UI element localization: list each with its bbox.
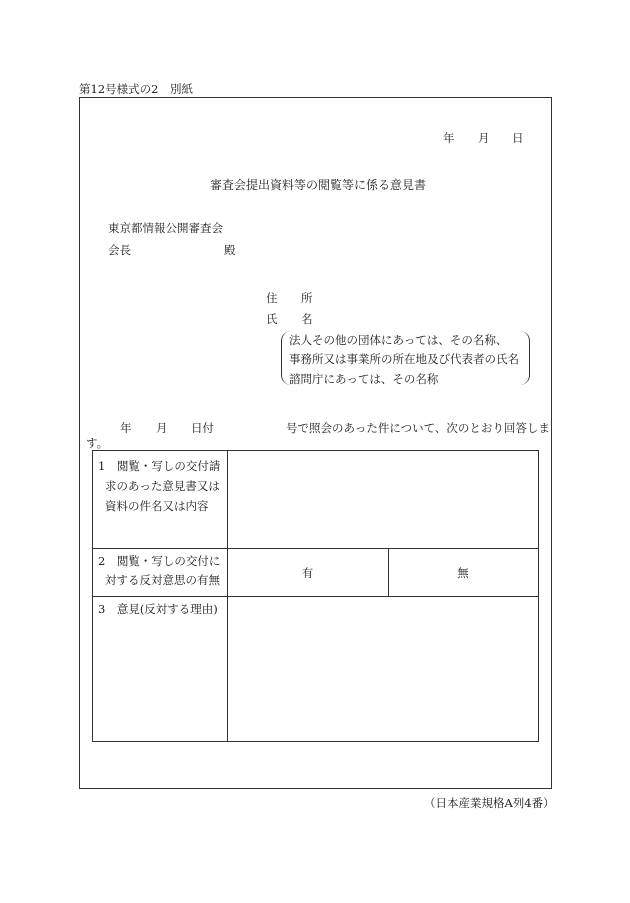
date-month: 月	[478, 131, 490, 145]
name-label-2: 名	[301, 312, 313, 326]
row1-label-line: 求のあった意見書又は	[105, 479, 220, 493]
address-label-2: 所	[301, 291, 313, 305]
date-day: 日	[512, 131, 524, 145]
response-table	[92, 450, 539, 742]
body-text-cont: す。	[86, 436, 109, 450]
addressee-org: 東京都情報公開審査会	[108, 221, 223, 235]
document-title: 審査会提出資料等の閲覧等に係る意見書	[210, 178, 427, 192]
row1-label-line: 1 閲覧・写しの交付請	[98, 459, 221, 473]
row2-yes: 有	[301, 566, 314, 580]
addressee-role: 会長	[108, 243, 131, 257]
row2-no: 無	[457, 566, 469, 580]
form-number: 第12号様式の2 別紙	[79, 82, 193, 96]
note-line: 法人その他の団体にあっては、その名称、	[289, 333, 508, 347]
note-line: 事務所又は事業所の所在地及び代表者の氏名	[289, 352, 519, 366]
table-divider	[93, 548, 538, 549]
note-line: 諮問庁にあっては、その名称	[289, 372, 439, 386]
body-day: 日付	[191, 421, 214, 435]
row3-label: 3 意見(反対する理由)	[98, 602, 218, 616]
body-text: 号で照会のあった件について、次のとおり回答しま	[286, 421, 550, 435]
body-month: 月	[156, 421, 168, 435]
paper-size-note: （日本産業規格A列4番）	[424, 796, 555, 810]
row1-label-line: 資料の件名又は内容	[105, 499, 209, 513]
date-year: 年	[443, 131, 455, 145]
name-label-1: 氏	[266, 312, 278, 326]
body-year: 年	[120, 421, 132, 435]
address-label-1: 住	[266, 291, 278, 305]
honorific: 殿	[224, 243, 236, 257]
row2-label-line: 対する反対意思の有無	[105, 573, 220, 587]
row2-label-line: 2 閲覧・写しの交付に	[98, 554, 221, 568]
table-divider	[93, 596, 538, 597]
